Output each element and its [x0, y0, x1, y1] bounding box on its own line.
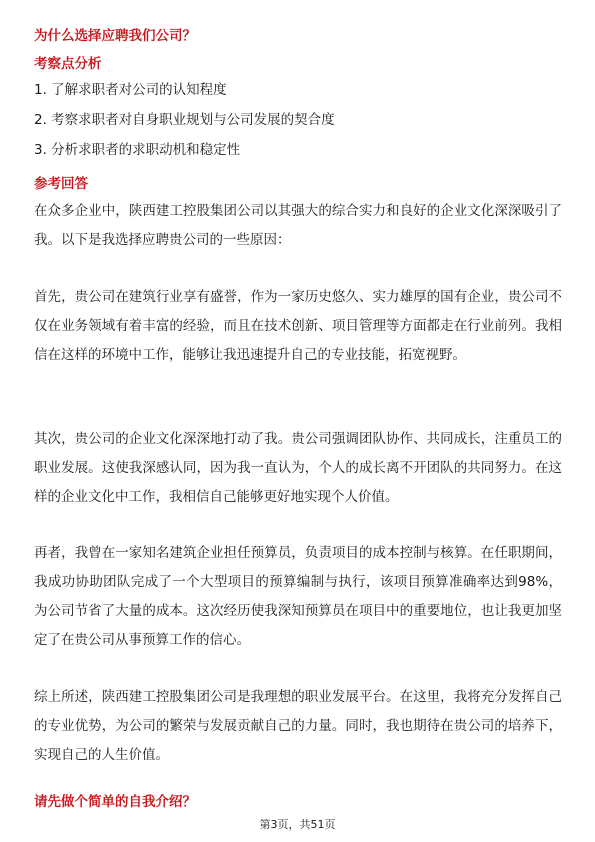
answer-paragraph-4: 再者，我曾在一家知名建筑企业担任预算员，负责项目的成本控制与核算。在任职期间，我成功协助团队完成了一个大型项目的预算编制与执行，该项目预算准确率达到98%，为公司节省了大量的成本。这次经历使我深知预算员在项目中的重要地位，也让我更加坚定了在贵公司从事预算工作的信心。 — [34, 545, 562, 648]
answer-paragraph-1: 在众多企业中，陕西建工控股集团公司以其强大的综合实力和良好的企业文化深深吸引了我。以下是我选择应聘贵公司的一些原因： — [34, 203, 562, 248]
analysis-heading: 考察点分析 — [34, 56, 102, 72]
question-title: 为什么选择应聘我们公司？ — [34, 28, 196, 44]
page-number: 第3页，共51页 — [259, 818, 336, 831]
answer-heading: 参考回答 — [34, 176, 88, 192]
answer-paragraph-2: 首先，贵公司在建筑行业享有盛誉，作为一家历史悠久、实力雄厚的国有企业，贵公司不仅在业务领域有着丰富的经验，而且在技术创新、项目管理等方面都走在行业前列。我相信在这样的环境中工作，能够让我迅速提升自己的专业技能，拓宽视野。 — [34, 289, 562, 363]
analysis-item-3: 3. 分析求职者的求职动机和稳定性 — [34, 142, 241, 158]
next-question-title: 请先做个简单的自我介绍？ — [34, 794, 196, 810]
analysis-item-2: 2. 考察求职者对自身职业规划与公司发展的契合度 — [34, 112, 335, 128]
answer-paragraph-5: 综上所述，陕西建工控股集团公司是我理想的职业发展平台。在这里，我将充分发挥自己的专业优势，为公司的繁荣与发展贡献自己的力量。同时，我也期待在贵公司的培养下，实现自己的人生价值。 — [34, 689, 562, 763]
analysis-item-1: 1. 了解求职者对公司的认知程度 — [34, 82, 227, 98]
answer-paragraph-3: 其次，贵公司的企业文化深深地打动了我。贵公司强调团队协作、共同成长，注重员工的职业发展。这使我深感认同，因为我一直认为，个人的成长离不开团队的共同努力。在这样的企业文化中工作，我相信自己能够更好地实现个人价值。 — [34, 431, 562, 505]
